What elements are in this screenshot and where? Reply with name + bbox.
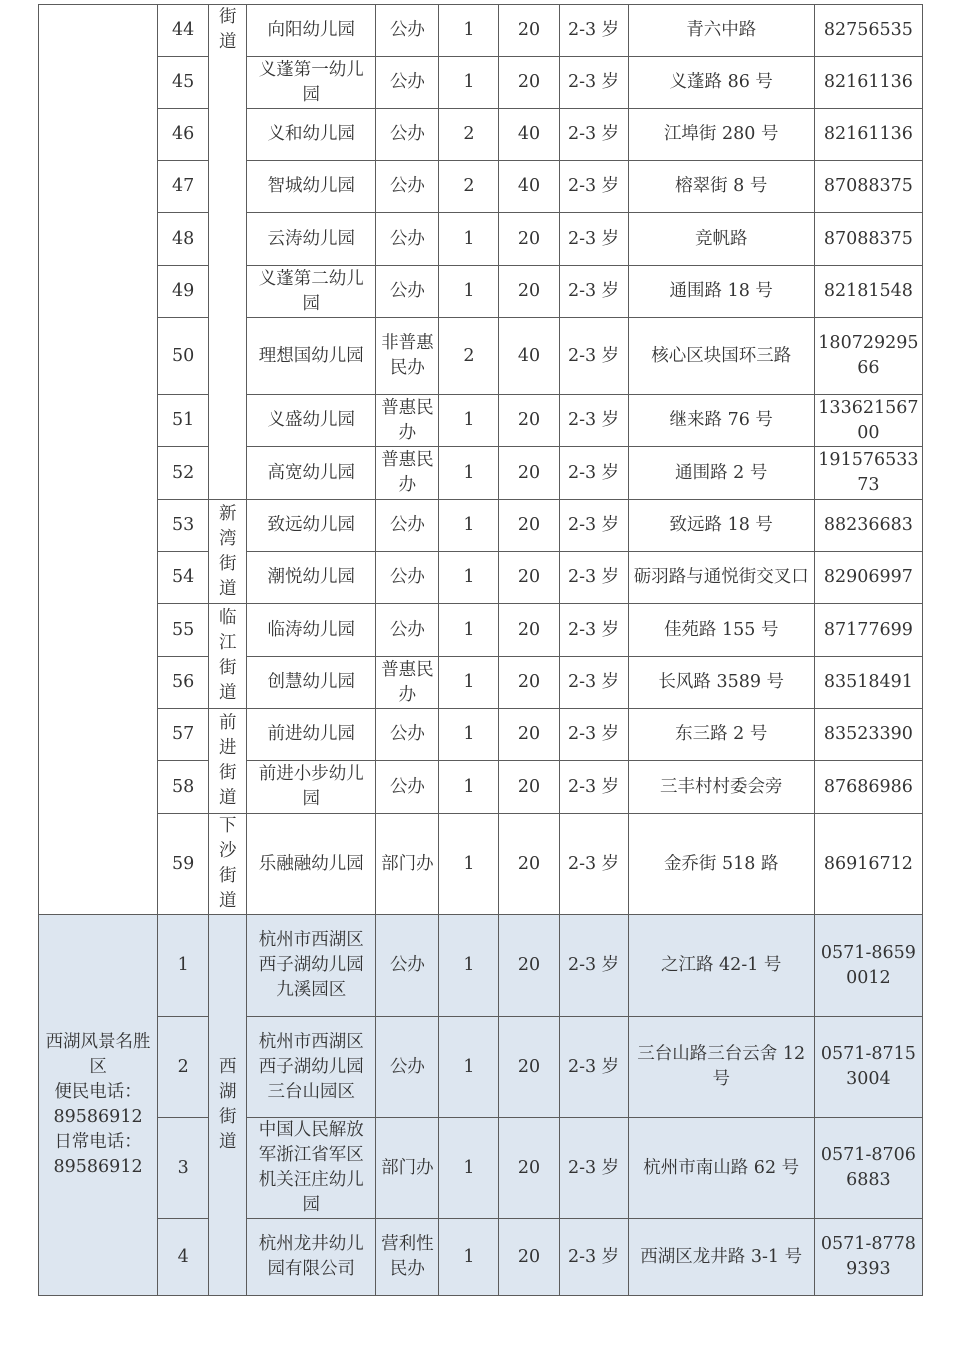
row-number: 53 xyxy=(158,500,209,552)
age-range: 2-3 岁 xyxy=(559,1017,628,1118)
kindergarten-name: 前进小步幼儿园 xyxy=(247,761,376,814)
table-row xyxy=(39,161,923,213)
phone: 0571-87153004 xyxy=(814,1017,922,1118)
class-count: 1 xyxy=(439,814,499,915)
kindergarten-name: 义盛幼儿园 xyxy=(247,395,376,447)
row-number: 58 xyxy=(158,761,209,814)
address: 三台山路三台云舍 12 号 xyxy=(628,1017,814,1118)
seat-count: 20 xyxy=(499,395,559,447)
seat-count: 20 xyxy=(499,266,559,318)
age-range: 2-3 岁 xyxy=(559,57,628,109)
address: 之江路 42-1 号 xyxy=(628,915,814,1017)
address: 义蓬路 86 号 xyxy=(628,57,814,109)
phone: 87088375 xyxy=(814,213,922,266)
address: 砺羽路与通悦街交叉口 xyxy=(628,552,814,604)
ownership-type: 公办 xyxy=(376,57,439,109)
address: 三丰村村委会旁 xyxy=(628,761,814,814)
ownership-type: 公办 xyxy=(376,604,439,657)
phone: 83523390 xyxy=(814,709,922,761)
row-number: 59 xyxy=(158,814,209,915)
age-range: 2-3 岁 xyxy=(559,318,628,395)
age-range: 2-3 岁 xyxy=(559,500,628,552)
phone: 87686986 xyxy=(814,761,922,814)
class-count: 1 xyxy=(439,1118,499,1219)
seat-count: 20 xyxy=(499,213,559,266)
address: 致远路 18 号 xyxy=(628,500,814,552)
service-phone: 89586912 xyxy=(53,1107,143,1127)
table-row xyxy=(39,1219,923,1296)
ownership-type: 公办 xyxy=(376,500,439,552)
district-cell xyxy=(39,915,158,1296)
row-number: 3 xyxy=(158,1118,209,1219)
address: 榕翠街 8 号 xyxy=(628,161,814,213)
address: 金乔街 518 路 xyxy=(628,814,814,915)
class-count: 2 xyxy=(439,318,499,395)
phone: 87088375 xyxy=(814,161,922,213)
row-number: 55 xyxy=(158,604,209,657)
row-number: 52 xyxy=(158,447,209,500)
age-range: 2-3 岁 xyxy=(559,213,628,266)
ownership-type: 营利性民办 xyxy=(376,1219,439,1296)
row-number: 4 xyxy=(158,1219,209,1296)
row-number: 51 xyxy=(158,395,209,447)
class-count: 1 xyxy=(439,761,499,814)
table-row xyxy=(39,447,923,500)
age-range: 2-3 岁 xyxy=(559,161,628,213)
class-count: 1 xyxy=(439,266,499,318)
kindergarten-table xyxy=(38,4,923,1296)
ownership-type: 非普惠民办 xyxy=(376,318,439,395)
class-count: 1 xyxy=(439,57,499,109)
class-count: 1 xyxy=(439,709,499,761)
kindergarten-name: 杭州市西湖区西子湖幼儿园九溪园区 xyxy=(247,915,376,1017)
row-number: 2 xyxy=(158,1017,209,1118)
seat-count: 20 xyxy=(499,500,559,552)
table-row xyxy=(39,266,923,318)
kindergarten-name: 智城幼儿园 xyxy=(247,161,376,213)
row-number: 47 xyxy=(158,161,209,213)
address: 核心区块国环三路 xyxy=(628,318,814,395)
street-cell: 下沙街道 xyxy=(209,814,247,915)
kindergarten-name: 义蓬第一幼儿园 xyxy=(247,57,376,109)
daily-phone-label: 日常电话： xyxy=(54,1132,142,1152)
seat-count: 20 xyxy=(499,915,559,1017)
seat-count: 20 xyxy=(499,709,559,761)
address: 东三路 2 号 xyxy=(628,709,814,761)
age-range: 2-3 岁 xyxy=(559,709,628,761)
ownership-type: 普惠民办 xyxy=(376,395,439,447)
class-count: 1 xyxy=(439,213,499,266)
ownership-type: 部门办 xyxy=(376,814,439,915)
phone: 13362156700 xyxy=(814,395,922,447)
seat-count: 20 xyxy=(499,5,559,57)
kindergarten-name: 义和幼儿园 xyxy=(247,109,376,161)
table-row xyxy=(39,1118,923,1219)
ownership-type: 部门办 xyxy=(376,1118,439,1219)
row-number: 56 xyxy=(158,657,209,709)
age-range: 2-3 岁 xyxy=(559,604,628,657)
table-row xyxy=(39,761,923,814)
table-row xyxy=(39,395,923,447)
ownership-type: 公办 xyxy=(376,109,439,161)
table-row xyxy=(39,915,923,1017)
phone: 82181548 xyxy=(814,266,922,318)
kindergarten-name: 理想国幼儿园 xyxy=(247,318,376,395)
phone: 19157653373 xyxy=(814,447,922,500)
phone: 83518491 xyxy=(814,657,922,709)
kindergarten-name: 临涛幼儿园 xyxy=(247,604,376,657)
seat-count: 20 xyxy=(499,604,559,657)
address: 继来路 76 号 xyxy=(628,395,814,447)
age-range: 2-3 岁 xyxy=(559,552,628,604)
seat-count: 40 xyxy=(499,161,559,213)
row-number: 48 xyxy=(158,213,209,266)
table-row xyxy=(39,5,923,57)
table-row xyxy=(39,213,923,266)
row-number: 46 xyxy=(158,109,209,161)
address: 江埠街 280 号 xyxy=(628,109,814,161)
class-count: 1 xyxy=(439,657,499,709)
ownership-type: 公办 xyxy=(376,1017,439,1118)
seat-count: 20 xyxy=(499,1017,559,1118)
kindergarten-name: 创慧幼儿园 xyxy=(247,657,376,709)
ownership-type: 公办 xyxy=(376,161,439,213)
seat-count: 20 xyxy=(499,1118,559,1219)
phone: 88236683 xyxy=(814,500,922,552)
street-cell: 临江街道 xyxy=(209,604,247,709)
seat-count: 20 xyxy=(499,814,559,915)
kindergarten-name: 杭州龙井幼儿园有限公司 xyxy=(247,1219,376,1296)
phone: 0571-87789393 xyxy=(814,1219,922,1296)
address: 竞帆路 xyxy=(628,213,814,266)
age-range: 2-3 岁 xyxy=(559,915,628,1017)
address: 通围路 18 号 xyxy=(628,266,814,318)
district-cell-blank xyxy=(39,5,158,915)
kindergarten-name: 潮悦幼儿园 xyxy=(247,552,376,604)
age-range: 2-3 岁 xyxy=(559,5,628,57)
seat-count: 20 xyxy=(499,657,559,709)
table-row xyxy=(39,709,923,761)
kindergarten-name: 云涛幼儿园 xyxy=(247,213,376,266)
row-number: 45 xyxy=(158,57,209,109)
age-range: 2-3 岁 xyxy=(559,1118,628,1219)
seat-count: 40 xyxy=(499,318,559,395)
ownership-type: 公办 xyxy=(376,709,439,761)
kindergarten-name: 向阳幼儿园 xyxy=(247,5,376,57)
table-row xyxy=(39,500,923,552)
address: 通围路 2 号 xyxy=(628,447,814,500)
daily-phone: 89586912 xyxy=(53,1157,143,1177)
kindergarten-name: 高宽幼儿园 xyxy=(247,447,376,500)
phone: 0571-87066883 xyxy=(814,1118,922,1219)
row-number: 44 xyxy=(158,5,209,57)
kindergarten-name: 杭州市西湖区西子湖幼儿园三台山园区 xyxy=(247,1017,376,1118)
age-range: 2-3 岁 xyxy=(559,447,628,500)
row-number: 50 xyxy=(158,318,209,395)
table-row xyxy=(39,814,923,915)
age-range: 2-3 岁 xyxy=(559,814,628,915)
table-row xyxy=(39,57,923,109)
phone: 82906997 xyxy=(814,552,922,604)
row-number: 49 xyxy=(158,266,209,318)
address: 青六中路 xyxy=(628,5,814,57)
ownership-type: 公办 xyxy=(376,266,439,318)
row-number: 57 xyxy=(158,709,209,761)
phone: 87177699 xyxy=(814,604,922,657)
ownership-type: 公办 xyxy=(376,915,439,1017)
age-range: 2-3 岁 xyxy=(559,266,628,318)
age-range: 2-3 岁 xyxy=(559,1219,628,1296)
phone: 82161136 xyxy=(814,57,922,109)
age-range: 2-3 岁 xyxy=(559,657,628,709)
seat-count: 20 xyxy=(499,552,559,604)
phone: 82756535 xyxy=(814,5,922,57)
class-count: 2 xyxy=(439,161,499,213)
seat-count: 20 xyxy=(499,761,559,814)
address: 西湖区龙井路 3-1 号 xyxy=(628,1219,814,1296)
class-count: 2 xyxy=(439,109,499,161)
kindergarten-name: 中国人民解放军浙江省军区机关汪庄幼儿园 xyxy=(247,1118,376,1219)
street-cell: 新湾街道 xyxy=(209,500,247,604)
seat-count: 20 xyxy=(499,1219,559,1296)
class-count: 1 xyxy=(439,552,499,604)
table-row xyxy=(39,318,923,395)
phone: 18072929566 xyxy=(814,318,922,395)
class-count: 1 xyxy=(439,395,499,447)
street-cell: 前进街道 xyxy=(209,709,247,814)
seat-count: 40 xyxy=(499,109,559,161)
kindergarten-name: 乐融融幼儿园 xyxy=(247,814,376,915)
kindergarten-name: 致远幼儿园 xyxy=(247,500,376,552)
class-count: 1 xyxy=(439,604,499,657)
kindergarten-name: 前进幼儿园 xyxy=(247,709,376,761)
class-count: 1 xyxy=(439,1017,499,1118)
street-cell: 街道 xyxy=(209,5,247,500)
class-count: 1 xyxy=(439,447,499,500)
address: 长风路 3589 号 xyxy=(628,657,814,709)
age-range: 2-3 岁 xyxy=(559,761,628,814)
ownership-type: 公办 xyxy=(376,5,439,57)
ownership-type: 普惠民办 xyxy=(376,447,439,500)
ownership-type: 公办 xyxy=(376,552,439,604)
table-row xyxy=(39,109,923,161)
class-count: 1 xyxy=(439,500,499,552)
street-cell: 西湖街道 xyxy=(209,915,247,1296)
ownership-type: 公办 xyxy=(376,213,439,266)
phone: 82161136 xyxy=(814,109,922,161)
address: 杭州市南山路 62 号 xyxy=(628,1118,814,1219)
row-number: 54 xyxy=(158,552,209,604)
phone: 86916712 xyxy=(814,814,922,915)
service-phone-label: 便民电话： xyxy=(54,1082,142,1102)
district-name: 西湖风景名胜区 xyxy=(45,1032,151,1077)
class-count: 1 xyxy=(439,5,499,57)
table-row xyxy=(39,552,923,604)
ownership-type: 普惠民办 xyxy=(376,657,439,709)
row-number: 1 xyxy=(158,915,209,1017)
class-count: 1 xyxy=(439,915,499,1017)
seat-count: 20 xyxy=(499,447,559,500)
table-row xyxy=(39,604,923,657)
table-row xyxy=(39,1017,923,1118)
seat-count: 20 xyxy=(499,57,559,109)
table-row xyxy=(39,657,923,709)
age-range: 2-3 岁 xyxy=(559,109,628,161)
kindergarten-name: 义蓬第二幼儿园 xyxy=(247,266,376,318)
phone: 0571-86590012 xyxy=(814,915,922,1017)
age-range: 2-3 岁 xyxy=(559,395,628,447)
class-count: 1 xyxy=(439,1219,499,1296)
ownership-type: 公办 xyxy=(376,761,439,814)
address: 佳苑路 155 号 xyxy=(628,604,814,657)
